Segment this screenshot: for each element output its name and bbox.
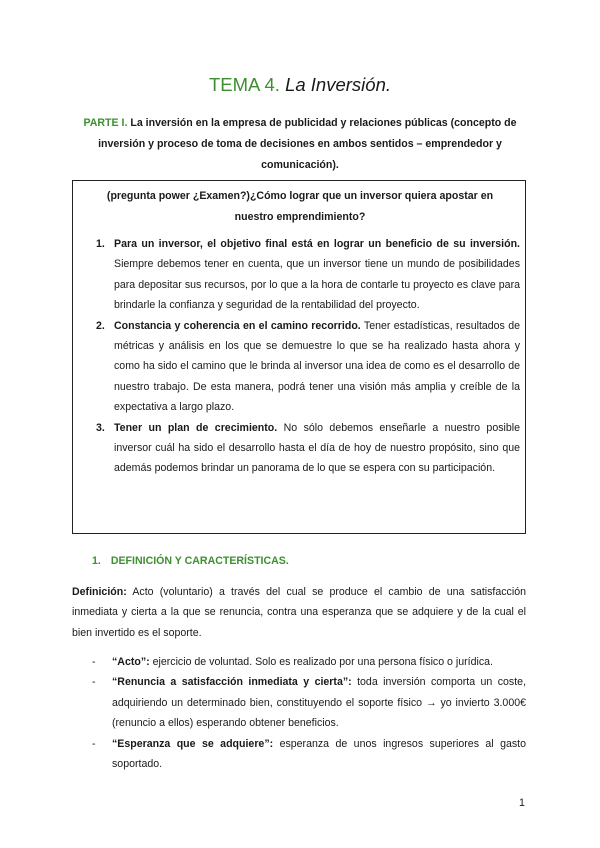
item-bold: Constancia y coherencia en el camino recorrido. (114, 319, 361, 332)
box-question: (pregunta power ¿Examen?)¿Cómo lograr que un inversor quiera apostar en nuestro emprendimiento? (106, 190, 494, 223)
item-bold: Para un inversor, el objetivo final está en lograr un beneficio de su inversión. (114, 238, 520, 250)
section-title: DEFINICIÓN Y CARACTERÍSTICAS. (110, 555, 289, 567)
title-number: TEMA 4. (208, 74, 280, 95)
page-title (0, 74, 600, 96)
bullet-text: esperanza de unos ingresos superiores al gasto soportado. (112, 737, 526, 771)
list-item (92, 734, 526, 775)
list-item (92, 316, 520, 418)
item-bold: Tener un plan de crecimiento. (114, 421, 278, 434)
part-heading (80, 113, 520, 176)
bullet-text: ejercicio de voluntad. Solo es realizado por una persona físico o jurídica. (149, 656, 493, 668)
definition-text: Acto (voluntario) a través del cual se produce el cambio de una satisfacción inmediata y cierta a la que se renuncia, contra una esperanza que se adquiere y de la cual el bien invertido es el soporte. (72, 586, 526, 639)
definition-label: Definición: (72, 586, 127, 598)
title-name: La Inversión. (285, 74, 392, 95)
list-item (92, 652, 526, 672)
item-number: 1. (96, 238, 105, 250)
list-item (92, 418, 520, 479)
item-number: 3. (96, 421, 105, 434)
bullet-bold: “Acto”: (112, 656, 150, 668)
part-label: PARTE I. (83, 117, 128, 129)
bullet-text: toda inversión comporta un coste, adquiriendo un determinado bien, constituyendo el soporte físico → yo invierto 3.000€ (renuncio a ellos) esperando obtener beneficios. (112, 676, 527, 730)
dash-marker: - (92, 737, 96, 750)
bullet-bold: “Renuncia a satisfacción inmediata y cierta”: (112, 676, 352, 689)
bullet-list (92, 652, 526, 774)
bullet-bold: “Esperanza que se adquiere”: (112, 737, 274, 750)
page-number: 1 (519, 797, 525, 809)
section-heading (92, 555, 289, 567)
list-item (92, 672, 526, 733)
dash-marker: - (92, 676, 96, 689)
item-text: Tener estadísticas, resultados de métricas y análisis en los que se demuestre lo que se ha realizado hasta ahora y como ha sido el camino que le brinda al inversor una idea de como es el desarrollo de nuestro trabajo. De esta manera, podrá tener una visión más amplia y creíble de la expectativa a largo plazo. (114, 319, 520, 414)
part-text: La inversión en la empresa de publicidad y relaciones públicas (concepto de inversión y proceso de toma de decisiones en ambos sentidos – emprendedor y comunicación). (98, 117, 517, 171)
box-list (92, 234, 520, 479)
item-number: 2. (96, 319, 105, 332)
list-item (92, 234, 520, 316)
dash-marker: - (92, 656, 96, 668)
definition-paragraph (72, 582, 526, 643)
item-text: Siempre debemos tener en cuenta, que un inversor tiene un mundo de posibilidades para depositar sus recursos, por lo que a la hora de contarle tu proyecto es clave para brindarle la confianza y seguridad de la rentabilidad del proyecto. (114, 258, 520, 312)
item-text: No sólo debemos enseñarle a nuestro posible inversor cuál ha sido el desarrollo hasta el día de hoy de nuestro propósito, sino que además podemos brindar un panorama de lo que se espera con su participación. (114, 421, 520, 475)
section-number: 1. (92, 555, 101, 567)
